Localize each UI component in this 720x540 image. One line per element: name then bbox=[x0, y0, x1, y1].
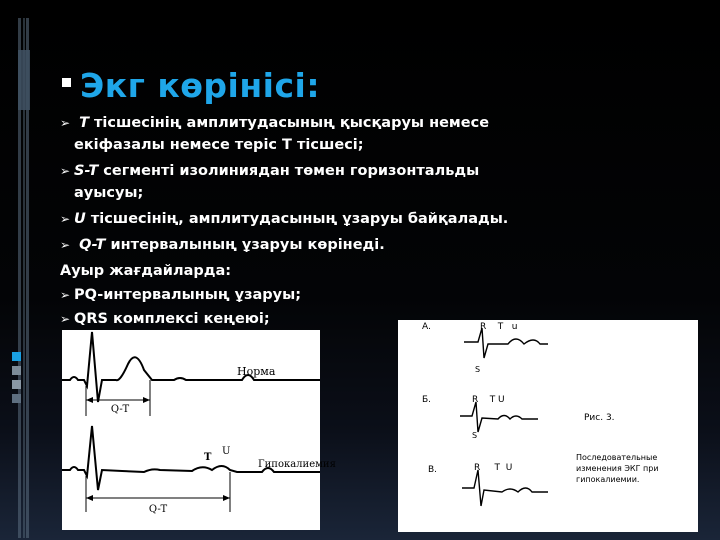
panel-a-waves: R T u bbox=[480, 322, 518, 332]
ecg-trace-a bbox=[464, 328, 548, 358]
caption-line-2: изменения ЭКГ при bbox=[576, 464, 659, 473]
panel-b-waves: R T U bbox=[472, 395, 505, 405]
bullet-line: ➢ T тісшесінің амплитудасының қысқаруы немесе bbox=[60, 112, 489, 134]
title-bullet-icon bbox=[62, 78, 71, 87]
hypokalemia-label: Гипокалиемия bbox=[258, 459, 336, 470]
bullet-line: ➢ PQ-интервалының ұзаруы; bbox=[60, 284, 301, 306]
wave-u-label: U bbox=[222, 446, 231, 457]
wave-t-label: T bbox=[204, 452, 212, 463]
panel-v-label: В. bbox=[428, 465, 438, 475]
ecg-figure-right bbox=[398, 320, 698, 532]
ecg-trace-v bbox=[462, 470, 548, 506]
ecg-figure-left bbox=[62, 330, 336, 530]
plain-line: Ауыр жағдайларда: bbox=[60, 263, 232, 279]
panel-a-label: А. bbox=[422, 322, 432, 332]
arrow-bullet-icon: ➢ bbox=[60, 238, 71, 252]
bullet-line: ➢ QRS комплексі кеңеюі; bbox=[60, 308, 270, 330]
bullet-line: ➢ U тісшесінің, амплитудасының ұзаруы байқалады. bbox=[60, 208, 508, 230]
arrow-bullet-icon: ➢ bbox=[60, 116, 71, 130]
ecg-hypokalemia-trace bbox=[62, 426, 320, 490]
panel-b-s: S bbox=[472, 431, 478, 440]
norm-label: Норма bbox=[237, 365, 276, 378]
arrow-bullet-icon: ➢ bbox=[60, 312, 71, 326]
caption-line-1: Последовательные bbox=[576, 453, 658, 462]
arrow-bullet-icon: ➢ bbox=[60, 164, 71, 178]
panel-a-s: S bbox=[475, 365, 481, 374]
arrow-bullet-icon: ➢ bbox=[60, 288, 71, 302]
bullet-line-cont: ауысуы; bbox=[74, 185, 144, 201]
decorative-squares bbox=[12, 352, 26, 408]
panel-b-label: Б. bbox=[422, 395, 432, 405]
bullet-line: ➢ S-T сегменті изолиниядан төмен горизонтальды bbox=[60, 160, 479, 182]
bullet-line-cont: екіфазалы немесе теріс Т тісшесі; bbox=[74, 137, 364, 153]
slide-title: Экг көрінісі: bbox=[80, 66, 321, 105]
ecg-trace-b bbox=[460, 402, 538, 432]
bullet-line: ➢ Q-T интервалының ұзаруы көрінеді. bbox=[60, 234, 385, 256]
panel-v-waves: R T U bbox=[474, 463, 513, 473]
figure-number: Рис. 3. bbox=[584, 413, 615, 423]
ecg-normal-trace bbox=[62, 332, 320, 402]
arrow-bullet-icon: ➢ bbox=[60, 212, 71, 226]
qt-label-hypo: Q-T bbox=[148, 504, 168, 515]
caption-line-3: гипокалиемии. bbox=[576, 475, 640, 484]
qt-label-normal: Q-T bbox=[110, 404, 130, 415]
decorative-stripes bbox=[18, 18, 30, 538]
